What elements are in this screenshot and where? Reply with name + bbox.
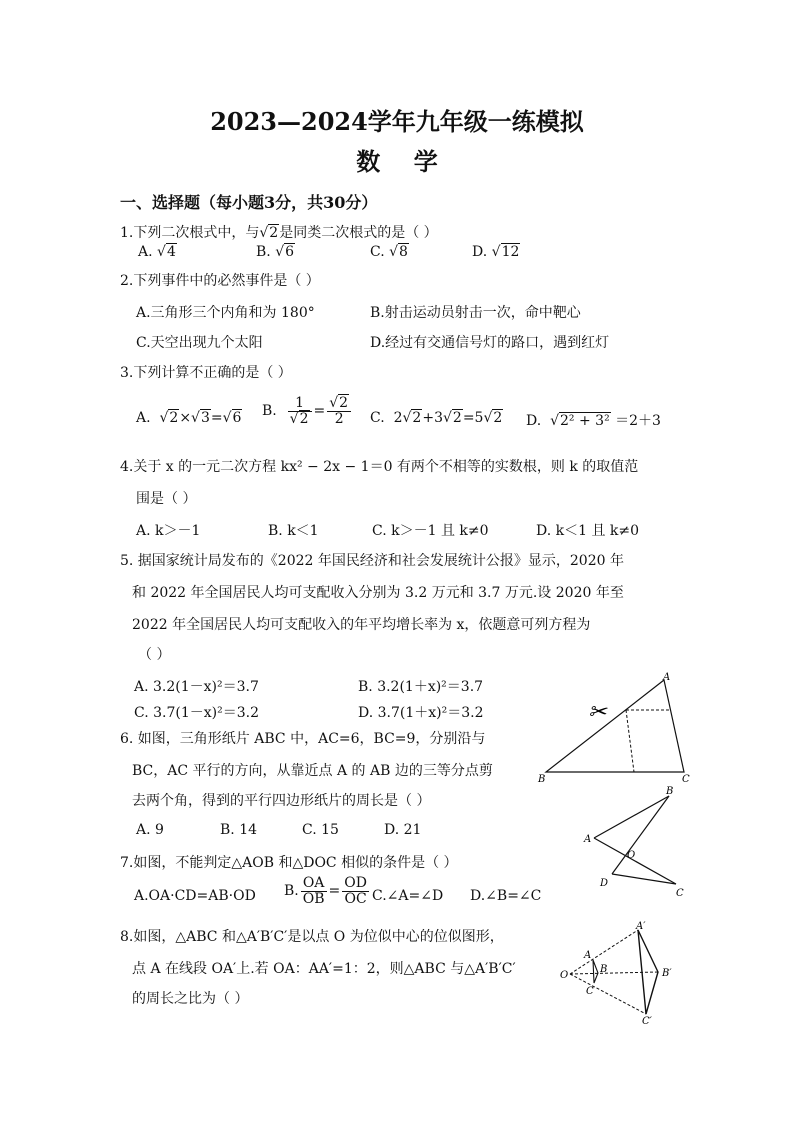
label-b-prime: B′ xyxy=(662,968,672,979)
q2-stem: 2.下列事件中的必然事件是（ ） xyxy=(120,273,320,289)
q1-stem-text: 1.下列二次根式中，与 xyxy=(120,225,260,241)
q4-option-b[interactable]: B. k＜1 xyxy=(268,523,319,539)
label-c: C xyxy=(682,774,690,784)
segment-bd xyxy=(612,796,669,874)
q7-option-d[interactable]: D.∠B=∠C xyxy=(470,888,542,904)
q7-option-c[interactable]: C.∠A=∠D xyxy=(372,888,444,904)
q1-option-a[interactable]: A. √4 xyxy=(138,244,176,260)
q2-option-b[interactable]: B.射击运动员射击一次，命中靶心 xyxy=(370,305,581,321)
q1-option-c[interactable]: C. √8 xyxy=(370,244,408,260)
segment-ab xyxy=(594,796,669,838)
q7-option-b[interactable]: B. $\frac{OA}{OB}$ = $\frac{OD}{OC}$ xyxy=(284,875,367,907)
exam-title: 2023—2024学年九年级一练模拟 xyxy=(210,107,584,136)
section-heading: 一、选择题（每小题3分，共30分） xyxy=(120,193,378,212)
q5-option-b[interactable]: B. 3.2(1＋x)²＝3.7 xyxy=(358,679,484,695)
q8-stem-line1: 8.如图，△ABC 和△A′B′C′是以点 O 为位似中心的位似图形， xyxy=(120,929,504,945)
label-c: C xyxy=(586,986,594,997)
q5-stem-line1: 5. 据国家统计局发布的《2022 年国民经济和社会发展统计公报》显示，2020 年 xyxy=(120,553,624,569)
q6-stem-line1: 6. 如图，三角形纸片 ABC 中，AC=6，BC=9，分别沿与 xyxy=(120,731,486,747)
ray-oc xyxy=(570,974,646,1014)
q3-option-a[interactable]: A. √2×√3=√6 xyxy=(136,410,242,426)
label-o: O xyxy=(560,970,569,981)
cut-line-parallel-ac xyxy=(626,710,634,772)
q3-stem: 3.下列计算不正确的是（ ） xyxy=(120,365,292,381)
q2-option-d[interactable]: D.经过有交通信号灯的路口，遇到红灯 xyxy=(370,335,610,351)
q8-stem-line2: 点 A 在线段 OA′上.若 OA：AA′=1：2，则△ABC 与△A′B′C′ xyxy=(132,961,516,977)
q5-stem-line2: 和 2022 年全国居民人均可支配收入分别为 3.2 万元和 3.7 万元.设 2020 年至 xyxy=(132,585,624,601)
label-a-prime: A′ xyxy=(636,921,646,932)
q4-option-c[interactable]: C. k＞－1 且 k≠0 xyxy=(372,523,489,539)
q5-option-c[interactable]: C. 3.7(1－x)²＝3.2 xyxy=(134,705,259,721)
label-c: C xyxy=(676,888,684,899)
q6-triangle-figure xyxy=(536,672,696,784)
q5-stem-line3: 2022 年全国居民人均可支配收入的年平均增长率为 x，依题意可列方程为 xyxy=(132,617,591,633)
q6-option-b[interactable]: B. 14 xyxy=(220,822,258,838)
q7-figure xyxy=(580,784,690,902)
q1-radicand: 2 xyxy=(269,225,279,241)
label-b: B xyxy=(600,964,608,975)
q5-stem-line4: （ ） xyxy=(138,647,171,663)
q7-stem: 7.如图，不能判定△AOB 和△DOC 相似的条件是（ ） xyxy=(120,855,458,871)
subject-title: 数 学 xyxy=(356,147,438,176)
q1-option-b[interactable]: B. √6 xyxy=(256,244,295,260)
ray-ob xyxy=(570,972,658,974)
q5-option-a[interactable]: A. 3.2(1－x)²＝3.7 xyxy=(134,679,259,695)
q1-option-d[interactable]: D. √12 xyxy=(472,244,520,260)
label-c-prime: C′ xyxy=(642,1016,652,1024)
q1-stem-text-2: 是同类二次根式的是（ ） xyxy=(279,225,438,241)
q4-option-d[interactable]: D. k＜1 且 k≠0 xyxy=(536,523,640,539)
label-a: A xyxy=(663,672,671,683)
q2-option-c[interactable]: C.天空出现九个太阳 xyxy=(136,335,263,351)
q5-option-d[interactable]: D. 3.7(1＋x)²＝3.2 xyxy=(358,705,484,721)
q4-option-a[interactable]: A. k＞－1 xyxy=(136,523,201,539)
q6-option-a[interactable]: A. 9 xyxy=(136,822,164,838)
label-o: O xyxy=(627,850,636,861)
q6-stem-line2: BC，AC 平行的方向，从靠近点 A 的 AB 边的三等分点剪 xyxy=(132,763,493,779)
q8-figure xyxy=(558,920,688,1024)
triangle-abc xyxy=(593,960,598,983)
scissors-icon: ✂ xyxy=(588,700,607,725)
q4-stem-line2: 围是（ ） xyxy=(136,491,197,507)
q6-stem-line3: 去两个角，得到的平行四边形纸片的周长是（ ） xyxy=(132,793,431,809)
q8-stem-line3: 的周长之比为（ ） xyxy=(132,991,249,1007)
q3-option-d[interactable]: D. √2² + 3² ＝2＋3 xyxy=(526,413,661,429)
label-b: B xyxy=(666,786,674,797)
triangle-abc xyxy=(546,680,684,772)
q2-option-a[interactable]: A.三角形三个内角和为 180° xyxy=(136,305,315,321)
label-a: A xyxy=(584,950,592,961)
q6-option-d[interactable]: D. 21 xyxy=(384,822,422,838)
q3-option-c[interactable]: C. 2√2+3√2=5√2 xyxy=(370,410,503,426)
label-d: D xyxy=(600,878,609,889)
q1-stem: 1.下列二次根式中，与√2是同类二次根式的是（ ） xyxy=(120,225,438,241)
q6-option-c[interactable]: C. 15 xyxy=(302,822,339,838)
label-a: A xyxy=(584,834,592,845)
q3-option-b[interactable]: B. $\frac{1}{√2}$ = $\frac{√2}{2}$ xyxy=(262,396,353,426)
q4-stem-line1: 4.关于 x 的一元二次方程 kx² − 2x − 1＝0 有两个不相等的实数根，则 k 的取值范 xyxy=(120,459,639,475)
q7-option-a[interactable]: A.OA·CD=AB·OD xyxy=(134,888,256,904)
label-b: B xyxy=(538,774,546,784)
